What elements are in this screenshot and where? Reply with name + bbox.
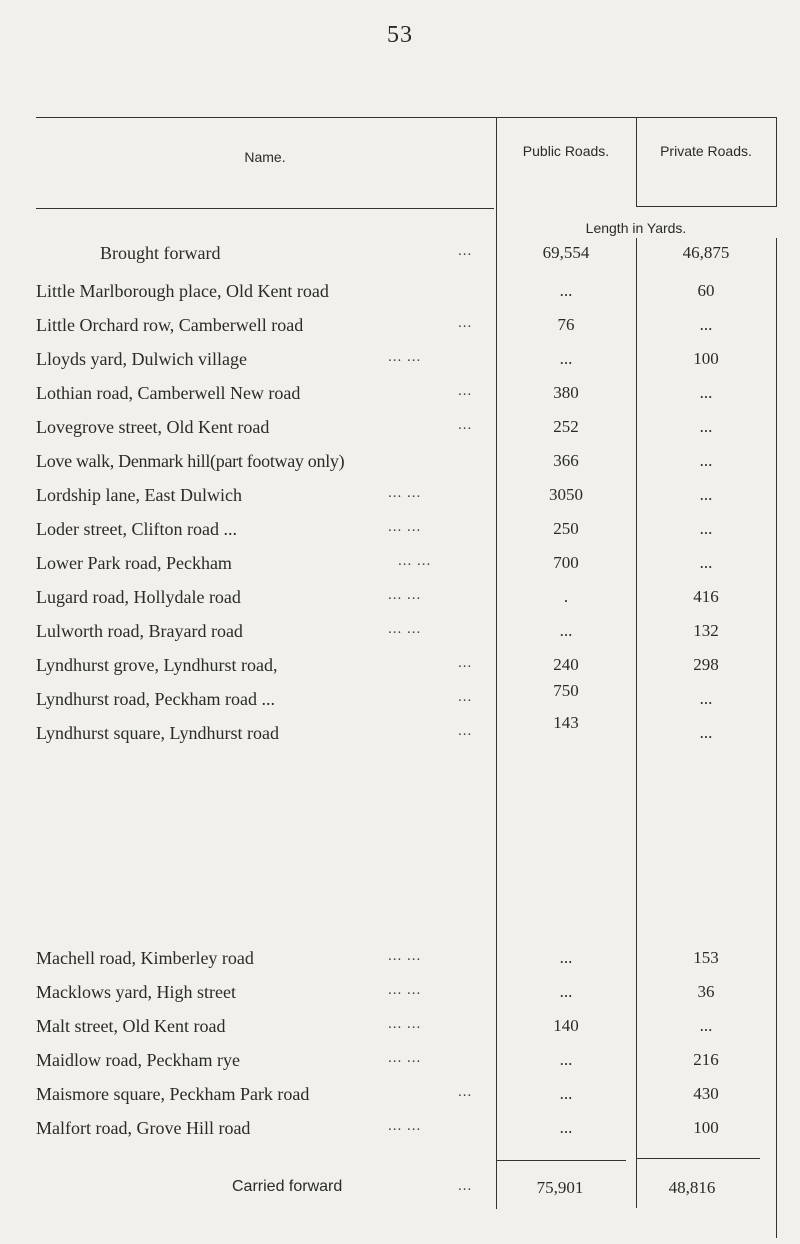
public-length: 3050	[549, 485, 583, 504]
public-length: ...	[559, 948, 573, 967]
public-length: 140	[553, 1016, 579, 1035]
private-length: ...	[699, 315, 713, 334]
public-length: ...	[559, 621, 573, 640]
header-bottom-rule-name	[36, 208, 494, 209]
carried-forward-label: Carried forward	[232, 1178, 343, 1195]
table-row	[0, 281, 800, 315]
table-row	[0, 315, 800, 349]
total-top-rule-private	[636, 1158, 760, 1159]
road-name: Love walk, Denmark hill(part footway only)	[36, 451, 345, 471]
brought-forward-row	[0, 243, 800, 277]
leader-dots: ... ...	[388, 519, 422, 535]
leader-dots: ...	[458, 417, 473, 433]
private-length: ...	[699, 689, 713, 708]
private-length: ...	[699, 553, 713, 572]
leader-dots: ...	[458, 689, 473, 705]
table-row	[0, 485, 800, 519]
private-length: 100	[693, 1118, 719, 1137]
private-length: ...	[699, 383, 713, 402]
private-length: 153	[693, 948, 719, 967]
road-name: Lyndhurst grove, Lyndhurst road,	[36, 655, 278, 675]
private-length: ...	[699, 723, 713, 742]
carried-forward-row	[0, 1178, 800, 1212]
table-row	[0, 1050, 800, 1084]
table-row	[0, 982, 800, 1016]
brought-forward-public: 69,554	[542, 243, 590, 262]
carried-forward-private: 48,816	[668, 1178, 716, 1197]
road-name: Lovegrove street, Old Kent road	[36, 417, 270, 437]
private-length: ...	[699, 519, 713, 538]
page-number: 53	[387, 22, 413, 48]
private-length: 430	[693, 1084, 719, 1103]
column-divider-middle	[636, 117, 637, 207]
road-name: Lyndhurst road, Peckham road ...	[36, 689, 275, 709]
road-name: Maismore square, Peckham Park road	[36, 1084, 310, 1104]
public-length: 143	[553, 713, 579, 732]
units-caption: Length in Yards.	[585, 220, 687, 236]
private-length: 36	[697, 982, 715, 1001]
public-length: ...	[559, 1084, 573, 1103]
leader-dots: ... ...	[388, 1050, 422, 1066]
leader-dots: ...	[458, 655, 473, 671]
private-length: ...	[699, 1016, 713, 1035]
road-name: Machell road, Kimberley road	[36, 948, 254, 968]
table-row	[0, 681, 800, 723]
road-name: Lower Park road, Peckham	[36, 553, 232, 573]
public-length: 252	[553, 417, 579, 436]
leader-dots: ... ...	[388, 982, 422, 998]
table-top-rule	[36, 117, 776, 118]
name-column-header: Name.	[244, 149, 286, 165]
leader-dots: ... ...	[388, 349, 422, 365]
private-length: ...	[699, 451, 713, 470]
leader-dots: ... ...	[388, 1016, 422, 1032]
total-top-rule-public	[496, 1160, 626, 1161]
public-length: ...	[559, 982, 573, 1001]
table-row	[0, 417, 800, 451]
road-name: Malfort road, Grove Hill road	[36, 1118, 251, 1138]
private-length: ...	[699, 485, 713, 504]
public-length: 380	[553, 383, 579, 402]
table-row	[0, 553, 800, 587]
public-length: 366	[553, 451, 579, 470]
public-length: 250	[553, 519, 579, 538]
leader-dots: ...	[458, 315, 473, 331]
leader-dots: ...	[458, 1178, 473, 1194]
leader-dots: ...	[458, 383, 473, 399]
road-name: Malt street, Old Kent road	[36, 1016, 226, 1036]
private-length: ...	[699, 417, 713, 436]
table-row	[0, 1084, 800, 1118]
public-length: ...	[559, 349, 573, 368]
private-roads-header: Private Roads.	[660, 143, 752, 159]
private-length: 132	[693, 621, 719, 640]
leader-dots: ... ...	[388, 587, 422, 603]
public-length: ...	[559, 1050, 573, 1069]
private-length: 216	[693, 1050, 719, 1069]
leader-dots: ... ...	[388, 1118, 422, 1134]
header-bottom-rule-roads	[636, 206, 776, 207]
table-row	[0, 1016, 800, 1050]
table-row	[0, 519, 800, 553]
table-row	[0, 621, 800, 655]
private-length: 298	[693, 655, 719, 674]
private-length: 416	[693, 587, 719, 606]
table-row	[0, 655, 800, 689]
private-length: 100	[693, 349, 719, 368]
road-name: Lyndhurst square, Lyndhurst road	[36, 723, 279, 743]
leader-dots: ... ...	[388, 621, 422, 637]
road-name: Lothian road, Camberwell New road	[36, 383, 301, 403]
road-name: Lugard road, Hollydale road	[36, 587, 241, 607]
leader-dots: ... ...	[398, 553, 432, 569]
public-roads-header: Public Roads.	[522, 143, 610, 159]
road-name: Lloyds yard, Dulwich village	[36, 349, 247, 369]
road-name: Lordship lane, East Dulwich	[36, 485, 242, 505]
carried-forward-public: 75,901	[536, 1178, 584, 1197]
table-row	[0, 713, 800, 757]
table-row	[0, 1118, 800, 1152]
public-length: 240	[553, 655, 579, 674]
table-row	[0, 383, 800, 417]
table-row	[0, 948, 800, 982]
public-length: 76	[557, 315, 575, 334]
road-name: Little Orchard row, Camberwell road	[36, 315, 304, 335]
leader-dots: ... ...	[388, 485, 422, 501]
road-name: Lulworth road, Brayard road	[36, 621, 243, 641]
road-name: Maidlow road, Peckham rye	[36, 1050, 240, 1070]
table-row	[0, 451, 800, 485]
brought-forward-label: Brought forward	[100, 243, 221, 263]
table-row	[0, 349, 800, 383]
road-name: Loder street, Clifton road ...	[36, 519, 237, 539]
table-row	[0, 587, 800, 621]
public-length: 700	[553, 553, 579, 572]
column-divider-right	[776, 117, 777, 207]
leader-dots: ...	[458, 723, 473, 739]
brought-forward-private: 46,875	[682, 243, 730, 262]
leader-dots: ... ...	[388, 948, 422, 964]
road-name: Little Marlborough place, Old Kent road	[36, 281, 329, 301]
public-length: ...	[559, 281, 573, 300]
public-length: .	[563, 587, 569, 606]
private-length: 60	[697, 281, 715, 300]
public-length: 750	[553, 681, 579, 700]
leader-dots: ...	[458, 243, 473, 259]
road-name: Macklows yard, High street	[36, 982, 236, 1002]
public-length: ...	[559, 1118, 573, 1137]
leader-dots: ...	[458, 1084, 473, 1100]
